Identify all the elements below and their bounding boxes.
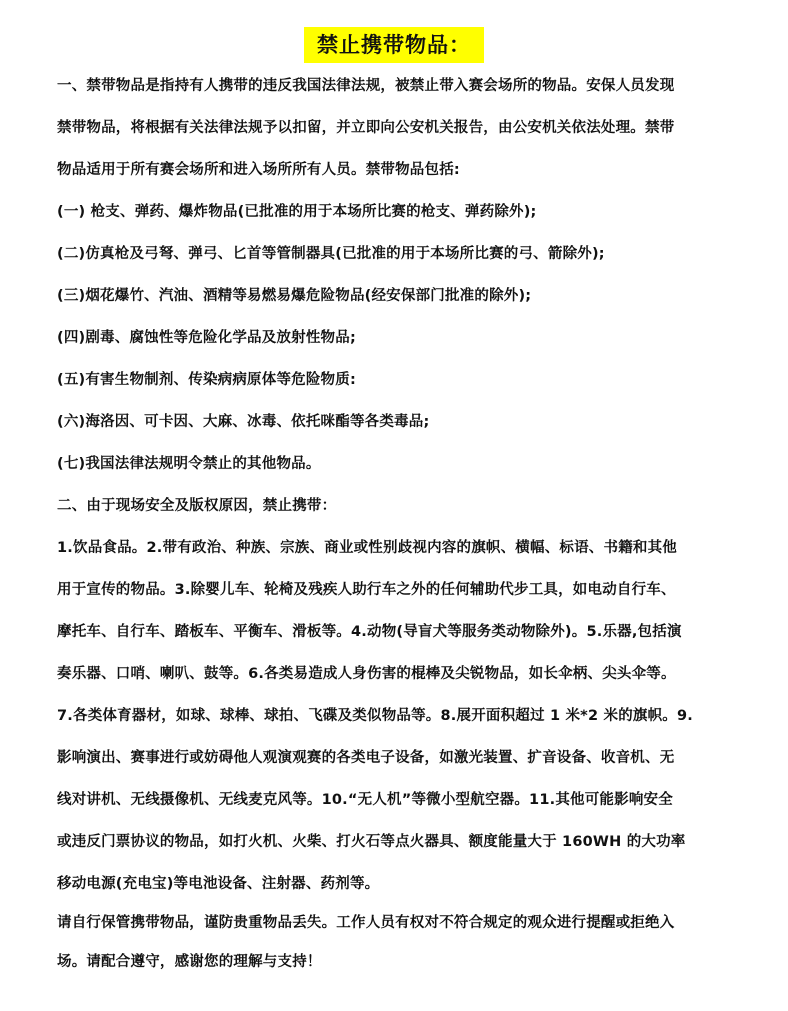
doc-line-4: (一) 枪支、弹药、爆炸物品(已批准的用于本场所比赛的枪支、弹药除外); — [57, 204, 537, 220]
doc-line-7: (四)剧毒、腐蚀性等危险化学品及放射性物品; — [57, 330, 356, 346]
doc-line-15: 奏乐器、口哨、喇叭、鼓等。6.各类易造成人身伤害的棍棒及尖锐物品，如长伞柄、尖头伞等。 — [57, 666, 676, 682]
doc-line-13: 用于宣传的物品。3.除婴儿车、轮椅及残疾人助行车之外的任何辅助代步工具，如电动自行车、 — [57, 582, 676, 598]
doc-line-3: 物品适用于所有赛会场所和进入场所所有人员。禁带物品包括: — [57, 162, 460, 178]
doc-line-8: (五)有害生物制剂、传染病病原体等危险物质: — [57, 372, 356, 388]
doc-line-2: 禁带物品，将根据有关法律法规予以扣留，并立即向公安机关报告，由公安机关依法处理。禁带 — [57, 120, 675, 136]
doc-line-22: 场。请配合遵守，感谢您的理解与支持！ — [57, 954, 322, 970]
page-title: 禁止携带物品： — [304, 27, 484, 63]
doc-line-6: (三)烟花爆竹、汽油、酒精等易燃易爆危险物品(经安保部门批准的除外); — [57, 288, 532, 304]
doc-line-11: 二、由于现场安全及版权原因，禁止携带： — [57, 498, 337, 514]
doc-line-10: (七)我国法律法规明令禁止的其他物品。 — [57, 456, 321, 472]
doc-line-16: 7.各类体育器材，如球、球棒、球拍、飞碟及类似物品等。8.展开面积超过 1 米*2 米的旗帜。9. — [57, 708, 693, 724]
doc-line-1: 一、禁带物品是指持有人携带的违反我国法律法规，被禁止带入赛会场所的物品。安保人员发现 — [57, 78, 675, 94]
title-wrap — [0, 27, 788, 63]
doc-line-14: 摩托车、自行车、踏板车、平衡车、滑板等。4.动物(导盲犬等服务类动物除外)。5.乐器,包括演 — [57, 624, 682, 640]
doc-line-9: (六)海洛因、可卡因、大麻、冰毒、依托咪酯等各类毒品; — [57, 414, 430, 430]
doc-line-21: 请自行保管携带物品，谨防贵重物品丢失。工作人员有权对不符合规定的观众进行提醒或拒绝入 — [57, 915, 675, 931]
doc-line-18: 线对讲机、无线摄像机、无线麦克风等。10.“无人机”等微小型航空器。11.其他可能影响安全 — [57, 792, 673, 808]
doc-line-19: 或违反门票协议的物品，如打火机、火柴、打火石等点火器具、额度能量大于 160WH 的大功率 — [57, 834, 686, 850]
doc-line-12: 1.饮品食品。2.带有政治、种族、宗族、商业或性别歧视内容的旗帜、横幅、标语、书籍和其他 — [57, 540, 677, 556]
doc-line-5: (二)仿真枪及弓弩、弹弓、匕首等管制器具(已批准的用于本场所比赛的弓、箭除外); — [57, 246, 605, 262]
doc-line-17: 影响演出、赛事进行或妨碍他人观演观赛的各类电子设备，如激光装置、扩音设备、收音机、无 — [57, 750, 675, 766]
doc-line-20: 移动电源(充电宝)等电池设备、注射器、药剂等。 — [57, 876, 380, 892]
